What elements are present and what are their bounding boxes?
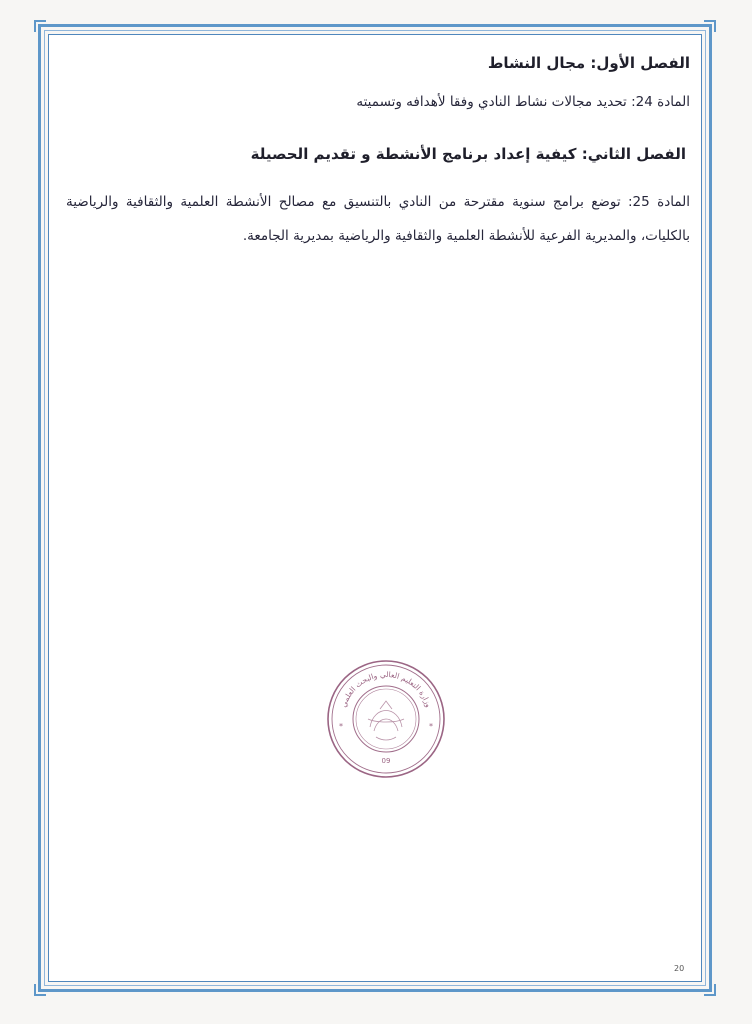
svg-text:*: * [429,722,433,731]
section-two-heading: الفصل الثاني: كيفية إعداد برنامج الأنشطة و تقديم الحصيلة [250,145,686,163]
svg-text:*: * [339,722,343,731]
section-one-heading: الفصل الأول: مجال النشاط [487,54,690,72]
article-25-text: المادة 25: توضع برامج سنوية مقترحة من النادي بالتنسيق مع مصالح الأنشطة العلمية والثقافية والرياضية بالكليات، والمديرية الفرعية للأنشطة العلمية والثقافية والرياضية بمديرية الجامعة. [66,194,690,244]
border-corner-top-right [704,20,716,32]
article-24-text: المادة 24: تحديد مجالات نشاط النادي وفقا لأهدافه وتسميته [356,94,690,110]
page-number: 20 [674,964,685,973]
border-corner-bottom-left [34,984,46,996]
page-border-inner [48,34,702,982]
border-corner-bottom-right [704,984,716,996]
seal-code: 09 [381,757,391,765]
seal-inscription: وزارة التعليم العالي والبحث العلمي [338,669,434,709]
border-corner-top-left [34,20,46,32]
official-seal-stamp [324,657,448,781]
